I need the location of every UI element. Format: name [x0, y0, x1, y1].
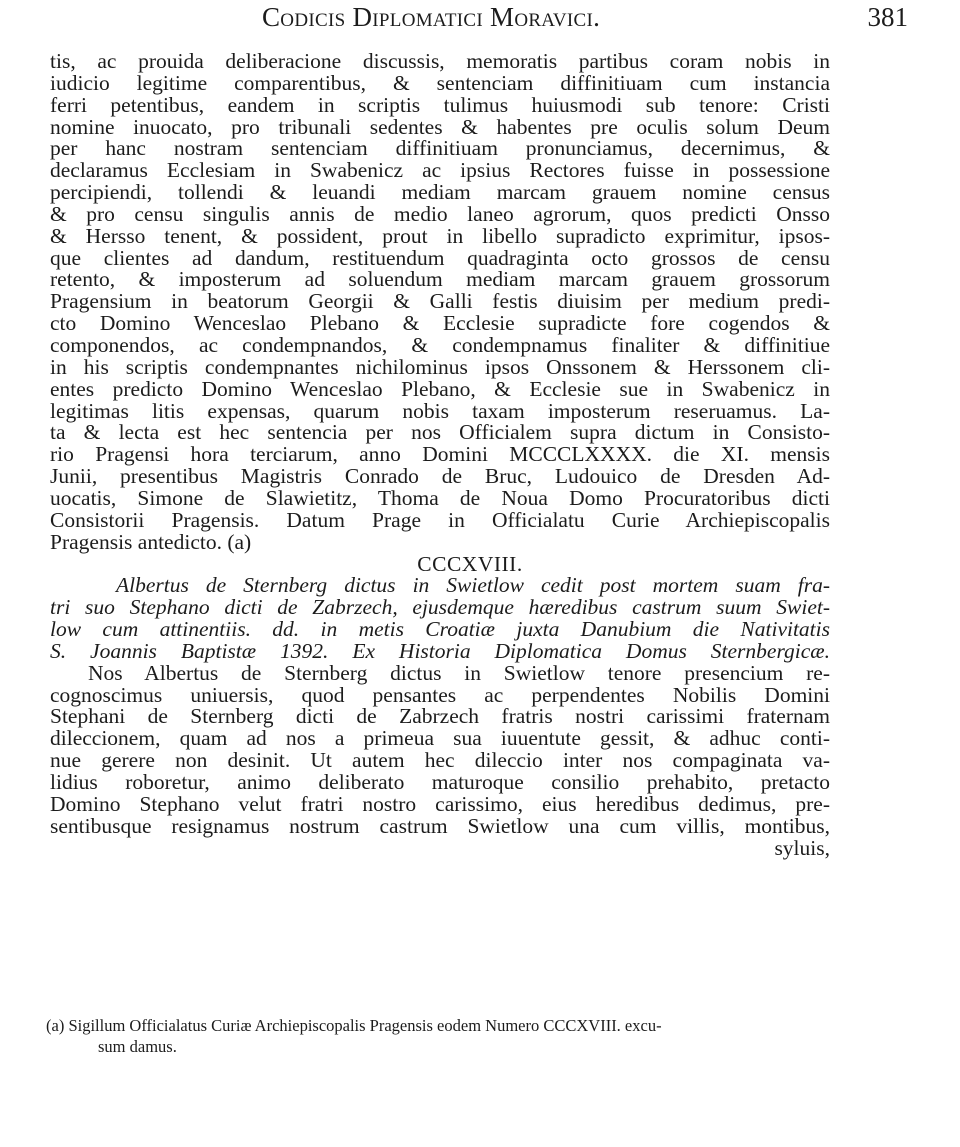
text-line: entes predicto Domino Wenceslao Plebano, & Ecclesie sue in Swabenicz in: [50, 376, 830, 401]
page-header: [0, 2, 960, 38]
sentence-paragraph: [50, 51, 830, 553]
text-line: nue gerere non desinit. Ut autem hec dileccio inter nos compaginata va-: [50, 748, 830, 773]
text-line: Stephani de Sternberg dicti de Zabrzech fratris nostri carissimi fraternam: [50, 704, 830, 729]
text-line: sentibusque resignamus nostrum castrum Swietlow una cum villis, montibus,: [50, 813, 830, 838]
page-number: 381: [867, 2, 908, 32]
text-line: iudicio legitime comparentibus, & sentenciam diffinitiuam cum instancia: [50, 70, 830, 95]
text-line: ta & lecta est hec sentencia per nos Officialem supra dictum in Consisto-: [50, 420, 830, 445]
text-line: Pragensis antedicto. (a): [50, 529, 252, 554]
running-title: Codicis Diplomatici Moravici.: [262, 2, 601, 32]
text-line: ferri petentibus, eandem in scriptis tulimus huiusmodi sub tenore: Cristi: [50, 92, 830, 117]
text-line: uocatis, Simone de Slawietitz, Thoma de Noua Domo Procuratoribus dicti: [50, 485, 830, 510]
text-line: dileccionem, quam ad nos a primeua sua iuuentute gessit, & adhuc conti-: [50, 726, 830, 751]
text-line: declaramus Ecclesiam in Swabenicz ac ipsius Rectores fuisse in possessione: [50, 158, 830, 183]
text-line: percipiendi, tollendi & leuandi mediam marcam grauem nomine census: [50, 180, 830, 205]
text-line: cognoscimus uniuersis, quod pensantes ac perpendentes Nobilis Domini: [50, 682, 830, 707]
document-number-heading: CCCXVIII.: [417, 552, 523, 577]
text-line: in his scriptis condempnantes nichilominus ipsos Onssonem & Herssonem cli-: [50, 354, 830, 379]
text-line: Nos Albertus de Sternberg dictus in Swietlow tenore presencium re-: [88, 660, 830, 685]
charter-text: [50, 660, 830, 860]
text-line: que clientes ad dandum, restituendum quadraginta octo grossos de censu: [50, 245, 830, 270]
summary-line: Albertus de Sternberg dictus in Swietlow cedit post mortem suam fra-: [116, 573, 830, 598]
text-line: legitimas litis expensas, quarum nobis taxam imposterum reseruamus. La-: [50, 398, 830, 423]
summary-line: tri suo Stephano dicti de Zabrzech, ejusdemque hæredibus castrum suum Swiet-: [50, 595, 830, 620]
text-line: lidius roboretur, animo deliberato maturoque consilio prehabito, pretacto: [50, 770, 830, 794]
text-line: retento, & imposterum ad soluendum mediam marcam grauem grossorum: [50, 267, 830, 292]
text-line: Domino Stephano velut fratri nostro carissimo, eius heredibus dedimus, pre-: [50, 791, 830, 816]
summary-line: low cum attinentiis. dd. in metis Croatiæ juxta Danubium die Nativitatis: [50, 617, 830, 642]
regest-summary: [50, 575, 830, 662]
text-line: nomine inuocato, pro tribunali sedentes & habentes pre oculis solum Deum: [50, 114, 830, 139]
text-line: & pro censu singulis annis de medio laneo agrorum, quos predicti Onsso: [50, 201, 830, 226]
text-line: Junii, presentibus Magistris Conrado de Bruc, Ludouico de Dresden Ad-: [50, 464, 830, 489]
text-line: Pragensium in beatorum Georgii & Galli festis diuisim per medium predi-: [50, 289, 830, 314]
footnote: [46, 1015, 886, 1057]
text-line: & Hersso tenent, & possident, prout in libello supradicto exprimitur, ipsos-: [50, 223, 830, 248]
summary-line: S. Joannis Baptistæ 1392. Ex Historia Diplomatica Domus Sternbergicæ.: [50, 638, 830, 663]
text-line: rio Pragensi hora terciarum, anno Domini MCCCLXXXX. die XI. mensis: [50, 442, 830, 467]
text-line: per hanc nostram sentenciam diffinitiuam pronunciamus, decernimus, &: [50, 136, 830, 161]
text-line: cto Domino Wenceslao Plebano & Ecclesie supradicte fore cogendos &: [50, 311, 830, 336]
text-line: componendos, ac condempnandos, & condempnamus finaliter & diffinitiue: [50, 332, 830, 357]
body-text: [50, 51, 830, 859]
catchword: syluis,: [774, 835, 830, 860]
text-line: tis, ac prouida deliberacione discussis, memoratis partibus coram nobis in: [50, 49, 830, 73]
footnote-line: sum damus.: [98, 1037, 177, 1056]
text-line: Consistorii Pragensis. Datum Prage in Officialatu Curie Archiepiscopalis: [50, 507, 830, 532]
footnote-line: (a) Sigillum Officialatus Curiæ Archiepiscopalis Pragensis eodem Numero CCCXVIII. excu-: [46, 1016, 662, 1035]
